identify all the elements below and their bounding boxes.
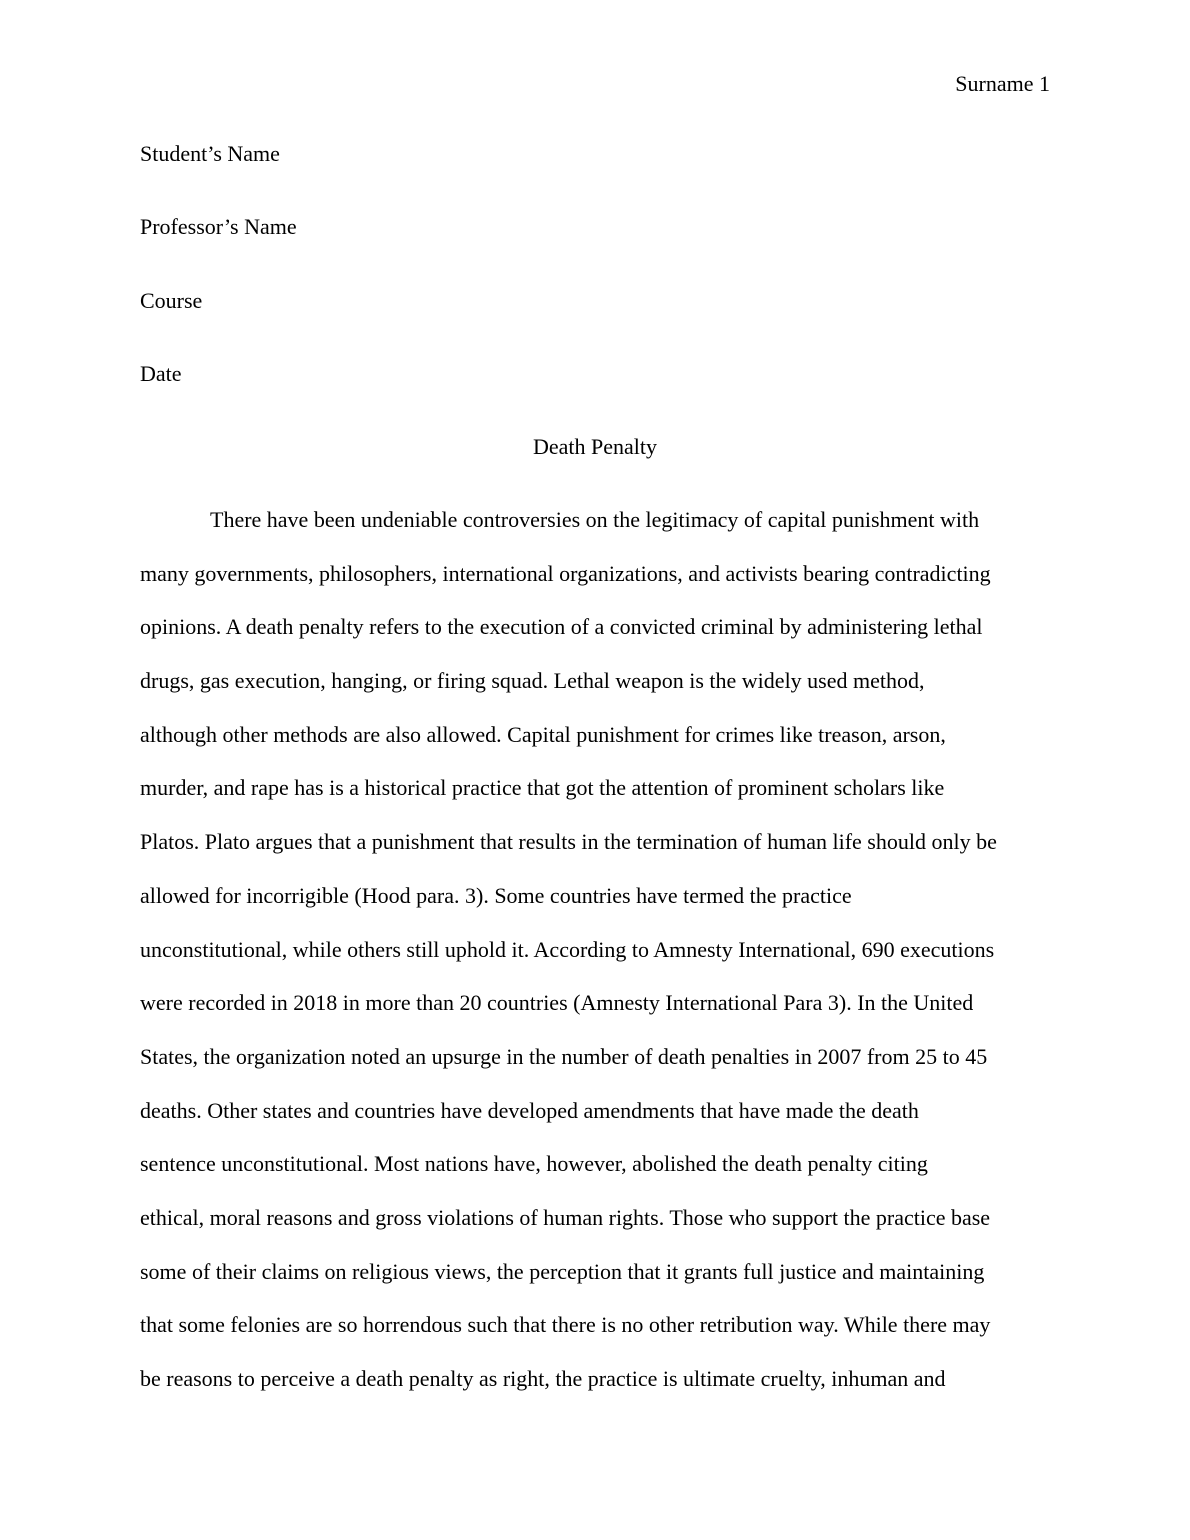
body-line: drugs, gas execution, hanging, or firing squad. Lethal weapon is the widely used method, (140, 668, 925, 694)
body-line: unconstitutional, while others still uphold it. According to Amnesty International, 690 executions (140, 936, 995, 962)
body-line: that some felonies are so horrendous such that there is no other retribution way. While there may (140, 1312, 991, 1338)
body-line: were recorded in 2018 in more than 20 countries (Amnesty International Para 3). In the United (140, 990, 974, 1016)
running-head: Surname 1 (955, 71, 1050, 96)
body-paragraph (140, 506, 1052, 1419)
body-line: deaths. Other states and countries have developed amendments that have made the death (140, 1097, 919, 1123)
body-line: murder, and rape has is a historical practice that got the attention of prominent scholars like (140, 775, 945, 801)
body-line: sentence unconstitutional. Most nations have, however, abolished the death penalty citing (140, 1151, 928, 1177)
body-line: opinions. A death penalty refers to the execution of a convicted criminal by administering lethal (140, 614, 983, 640)
body-line: many governments, philosophers, international organizations, and activists bearing contradicting (140, 560, 991, 586)
heading-block (140, 140, 1050, 434)
body-line: Platos. Plato argues that a punishment that results in the termination of human life should only be (140, 829, 997, 855)
professor-name: Professor’s Name (140, 214, 297, 240)
body-line: There have been undeniable controversies on the legitimacy of capital punishment with (210, 507, 980, 532)
date: Date (140, 361, 182, 387)
body-line: although other methods are also allowed. Capital punishment for crimes like treason, arson, (140, 721, 946, 747)
body-line: some of their claims on religious views, the perception that it grants full justice and maintaining (140, 1258, 985, 1284)
body-line: States, the organization noted an upsurge in the number of death penalties in 2007 from 25 to 45 (140, 1043, 988, 1069)
course-name: Course (140, 287, 203, 313)
body-line: be reasons to perceive a death penalty as right, the practice is ultimate cruelty, inhuman and (140, 1366, 946, 1391)
body-line: allowed for incorrigible (Hood para. 3). Some countries have termed the practice (140, 882, 852, 908)
document-title: Death Penalty (532, 434, 658, 459)
student-name: Student’s Name (140, 141, 280, 166)
body-line: ethical, moral reasons and gross violations of human rights. Those who support the practice base (140, 1204, 991, 1230)
